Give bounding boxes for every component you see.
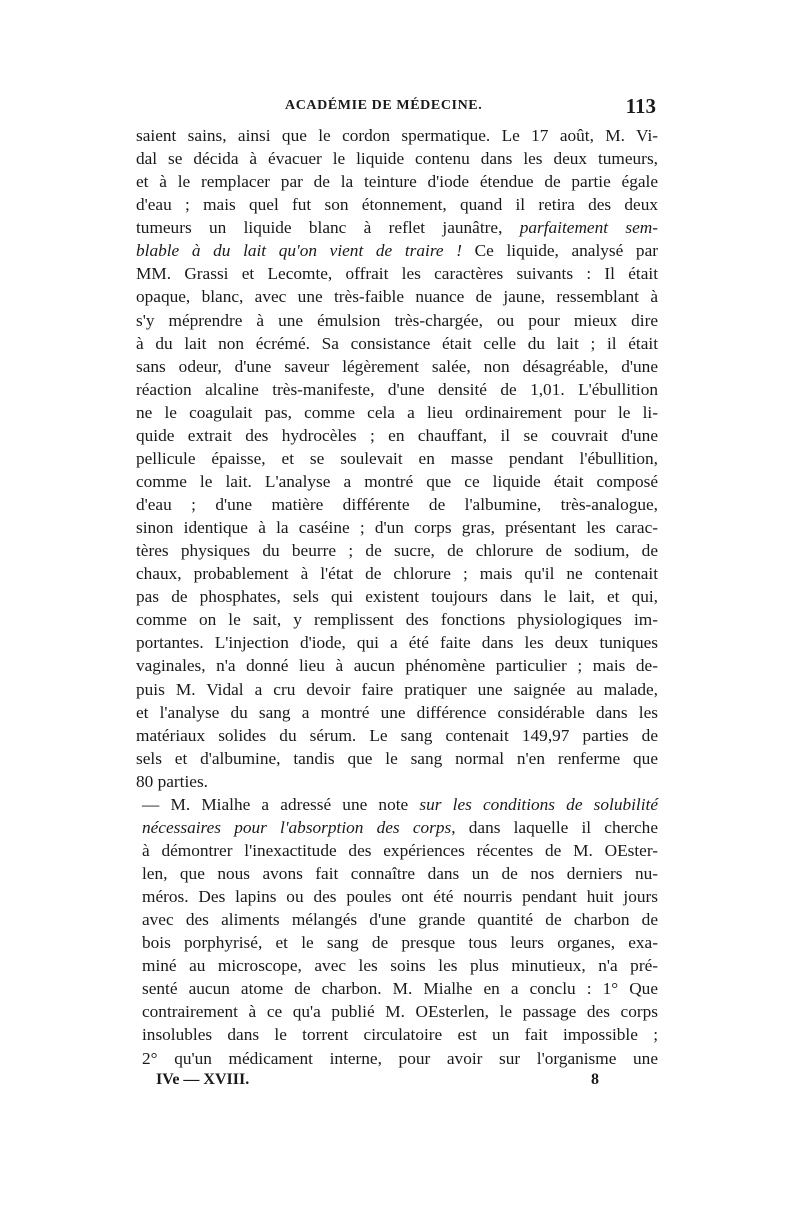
text-line: réaction alcaline très-manifeste, d'une densité de 1,01. L'ébullition (136, 379, 658, 399)
text-line: sans odeur, d'une saveur légèrement salée, non désagréable, d'une (136, 356, 658, 376)
paragraph-2 (136, 793, 658, 1070)
italic-phrase: blable à du lait qu'on vient de traire ! (136, 241, 462, 261)
text-line: — M. Mialhe a adressé une note sur les conditions de solubilité (142, 794, 658, 814)
text-line: à démontrer l'inexactitude des expériences récentes de M. OEster- (142, 840, 658, 860)
italic-phrase: parfaitement sem- (519, 218, 659, 238)
text-line: quide extrait des hydrocèles ; en chauffant, il se couvrait d'une (136, 425, 658, 445)
page (136, 96, 658, 1095)
text-line: 80 parties. (136, 771, 208, 791)
text-line: d'eau ; mais quel fut son étonnement, quand il retira des deux (136, 195, 658, 215)
text-line: nécessaires pour l'absorption des corps, dans laquelle il cherche (142, 817, 658, 837)
text-line: 2° qu'un médicament interne, pour avoir sur l'organisme une (142, 1048, 658, 1068)
text-line: et l'analyse du sang a montré une différence considérable dans les (136, 702, 658, 722)
text-line: miné au microscope, avec les soins les plus minutieux, n'a pré- (142, 956, 658, 976)
text-line: chaux, probablement à l'état de chlorure ; mais qu'il ne contenait (136, 564, 658, 584)
text-line: blable à du lait qu'on vient de traire ! Ce liquide, analysé par (136, 241, 659, 261)
text-line: insolubles dans le torrent circulatoire est un fait impossible ; (142, 1025, 658, 1045)
text-line: MM. Grassi et Lecomte, offrait les caractères suivants : Il était (136, 264, 658, 284)
text-line: senté aucun atome de charbon. M. Mialhe en a conclu : 1° Que (142, 979, 658, 999)
paragraph-1 (136, 124, 658, 793)
body-text (136, 124, 658, 1070)
text-line: sels et d'albumine, tandis que le sang normal n'en renferme que (136, 748, 658, 768)
text-line: et à le remplacer par de la teinture d'iode étendue de partie égale (136, 172, 658, 192)
text-line: tères physiques du beurre ; de sucre, de chlorure de sodium, de (136, 541, 658, 561)
page-number: 113 (625, 94, 656, 118)
text-line: puis M. Vidal a cru devoir faire pratiquer une saignée au malade, (136, 679, 658, 699)
text-line: méros. Des lapins ou des poules ont été nourris pendant huit jours (142, 887, 658, 907)
text-line: pellicule épaisse, et se soulevait en masse pendant l'ébullition, (136, 448, 658, 468)
sheet-number: 8 (591, 1070, 599, 1088)
text-line: ne le coagulait pas, comme cela a lieu ordinairement pour le li- (136, 402, 658, 422)
text-line: avec des aliments mélangés d'une grande quantité de charbon de (142, 910, 658, 930)
text-line: s'y méprendre à une émulsion très-chargée, ou pour mieux dire (136, 310, 658, 330)
text-line: dal se décida à évacuer le liquide contenu dans les deux tumeurs, (136, 149, 658, 169)
text-line: vaginales, n'a donné lieu à aucun phénomène particulier ; mais de- (136, 656, 658, 676)
text-line: saient sains, ainsi que le cordon spermatique. Le 17 août, M. Vi- (136, 126, 658, 145)
text-line: bois porphyrisé, et le sang de presque tous leurs organes, exa- (142, 933, 658, 953)
italic-phrase: nécessaires pour l'absorption des corps (142, 817, 452, 837)
text-line: tumeurs un liquide blanc à reflet jaunâtre, parfaitement sem- (136, 218, 659, 238)
text-line: matériaux solides du sérum. Le sang contenait 149,97 parties de (136, 725, 658, 745)
text-line: d'eau ; d'une matière différente de l'albumine, très-analogue, (136, 495, 658, 514)
text-line: comme le lait. L'analyse a montré que ce liquide était composé (136, 471, 658, 491)
italic-phrase: sur les conditions de solubilité (419, 794, 658, 814)
text-line: sinon identique à la caséine ; d'un corps gras, présentant les carac- (136, 518, 658, 538)
page-footer (136, 1071, 658, 1095)
text-line: pas de phosphates, sels qui existent toujours dans le lait, et qui, (136, 587, 658, 607)
text-line: contrairement à ce qu'a publié M. OEsterlen, le passage des corps (142, 1002, 658, 1022)
text-line: portantes. L'injection d'iode, qui a été faite dans les deux tuniques (136, 633, 658, 653)
signature-mark: IVe — XVIII. (156, 1070, 250, 1088)
text-line: opaque, blanc, avec une très-faible nuance de jaune, ressemblant à (136, 287, 658, 307)
text-line: à du lait non écrémé. Sa consistance était celle du lait ; il était (136, 333, 658, 353)
running-head (136, 96, 658, 124)
text-line: len, que nous avons fait connaître dans un de nos derniers nu- (142, 864, 658, 883)
running-title: ACADÉMIE DE MÉDECINE. (285, 98, 483, 113)
text-line: comme on le sait, y remplissent des fonctions physiologiques im- (136, 610, 658, 630)
